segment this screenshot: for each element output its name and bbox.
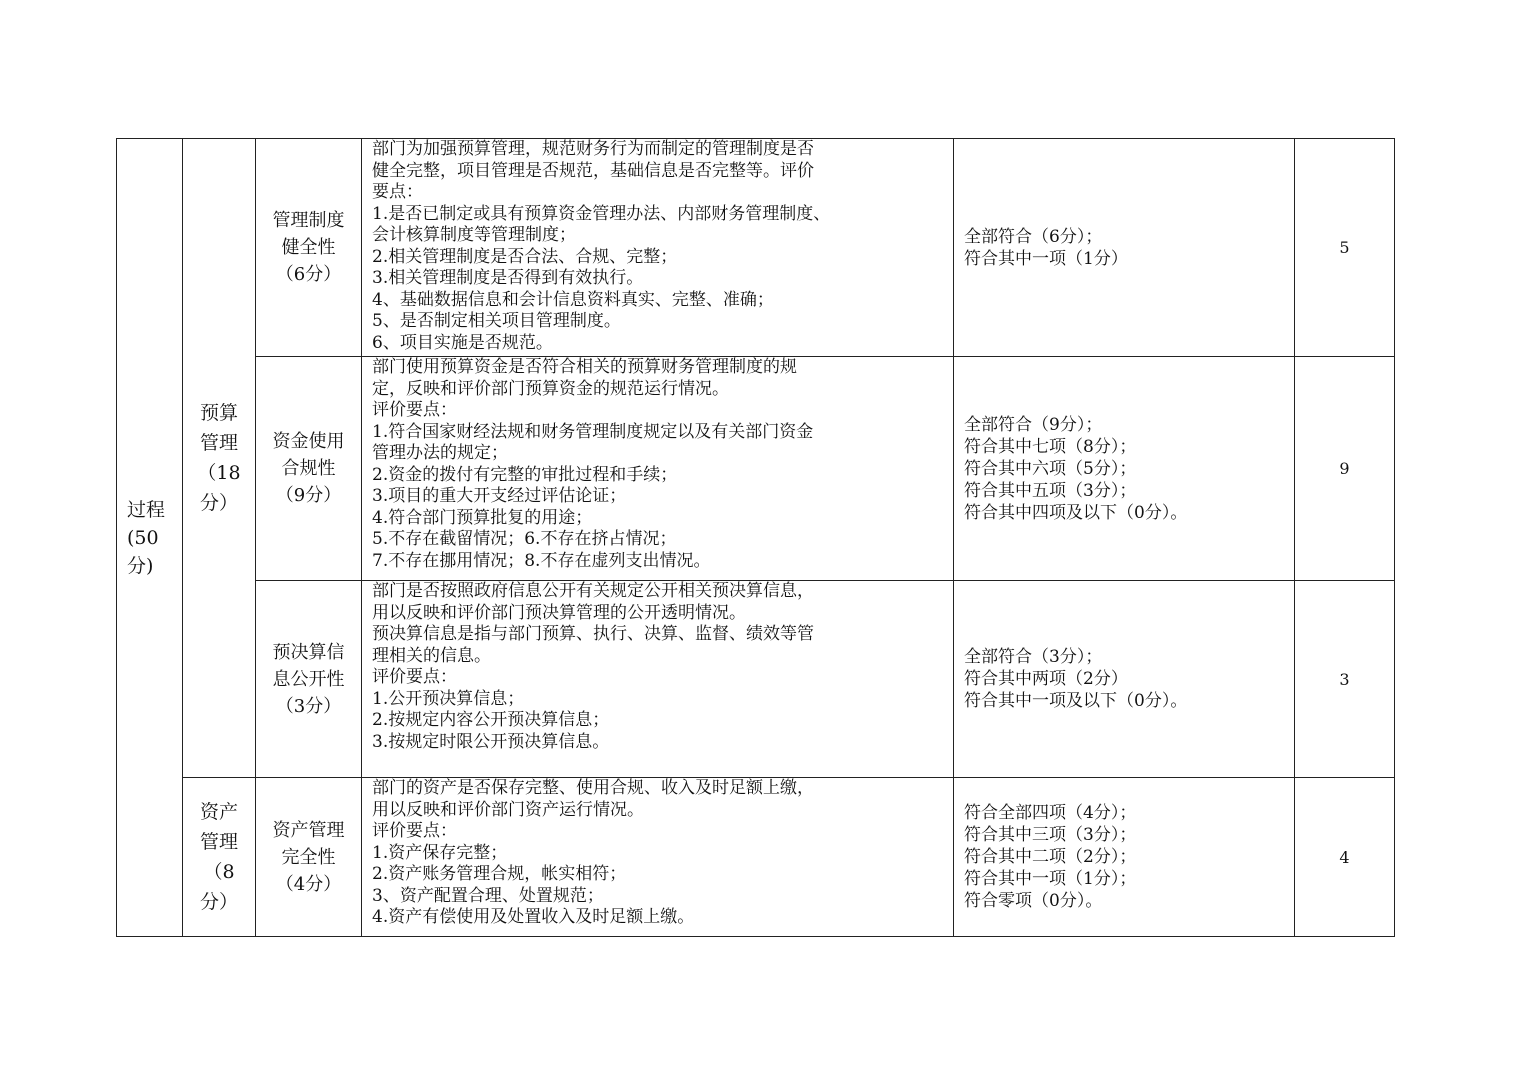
evaluation-table bbox=[116, 138, 1395, 937]
indicator-cell bbox=[256, 357, 362, 581]
description-line: 部门使用预算资金是否符合相关的预算财务管理制度的规 bbox=[372, 357, 797, 377]
description-line: 1.资产保存完整； bbox=[372, 842, 508, 863]
category-line: (50 bbox=[127, 526, 159, 549]
description-line: 健全完整，项目管理是否规范，基础信息是否完整等。评价 bbox=[372, 160, 814, 181]
description-line: 理相关的信息。 bbox=[372, 645, 491, 666]
category-line: 分) bbox=[127, 554, 154, 577]
indicator-line: 健全性 bbox=[281, 237, 336, 258]
description-line: 部门为加强预算管理，规范财务行为而制定的管理制度是否 bbox=[372, 139, 814, 159]
standard-cell bbox=[954, 581, 1295, 778]
description-line: 5、是否制定相关项目管理制度。 bbox=[372, 311, 621, 331]
description-line: 定，反映和评价部门预算资金的规范运行情况。 bbox=[372, 378, 729, 399]
description-line: 1.符合国家财经法规和财务管理制度规定以及有关部门资金 bbox=[372, 421, 814, 442]
table-row bbox=[117, 581, 1395, 778]
indicator-line: 息公开性 bbox=[272, 668, 345, 690]
indicator-line: （3分） bbox=[275, 695, 342, 717]
description-cell bbox=[362, 581, 954, 778]
standard-line: 符合全部四项（4分）； bbox=[964, 803, 1137, 823]
subcategory-line: （8 bbox=[203, 861, 235, 883]
subcategory-line: 分） bbox=[199, 492, 238, 514]
description-line: 2.资产账务管理合规，帐实相符； bbox=[372, 864, 627, 884]
standard-line: 符合其中一项（1分）； bbox=[964, 869, 1137, 889]
indicator-line: 合规性 bbox=[281, 458, 336, 479]
description-cell bbox=[362, 778, 954, 937]
description-line: 部门的资产是否保存完整、使用合规、收入及时足额上缴， bbox=[372, 778, 814, 798]
indicator-line: （4分） bbox=[275, 873, 342, 895]
description-cell bbox=[362, 357, 954, 581]
description-line: 管理办法的规定； bbox=[372, 443, 508, 463]
subcategory-line: 资产 bbox=[199, 801, 238, 823]
subcategory-line: 管理 bbox=[199, 432, 238, 454]
standard-line: 符合其中二项（2分）； bbox=[964, 847, 1137, 867]
score-cell: 5 bbox=[1295, 139, 1395, 357]
description-cell bbox=[362, 139, 954, 357]
description-line: 评价要点： bbox=[372, 400, 457, 420]
standard-line: 符合其中四项及以下（0分）。 bbox=[964, 502, 1188, 523]
description-line: 2.按规定内容公开预决算信息； bbox=[372, 710, 610, 730]
indicator-cell bbox=[256, 139, 362, 357]
standard-cell bbox=[954, 778, 1295, 937]
standard-line: 符合其中七项（8分）； bbox=[964, 436, 1137, 457]
indicator-line: （6分） bbox=[275, 264, 342, 285]
standard-line: 符合其中一项及以下（0分）。 bbox=[964, 691, 1188, 711]
description-line: 会计核算制度等管理制度； bbox=[372, 225, 576, 245]
description-line: 3.相关管理制度是否得到有效执行。 bbox=[372, 268, 644, 288]
standard-line: 符合其中五项（3分）； bbox=[964, 480, 1137, 501]
standard-line: 符合零项（0分）。 bbox=[964, 891, 1103, 911]
description-line: 1.公开预决算信息； bbox=[372, 688, 525, 709]
description-line: 评价要点： bbox=[372, 821, 457, 841]
description-line: 7.不存在挪用情况；8.不存在虚列支出情况。 bbox=[372, 550, 711, 571]
indicator-cell bbox=[256, 778, 362, 937]
description-line: 4、基础数据信息和会计信息资料真实、完整、准确； bbox=[372, 289, 774, 310]
category-cell bbox=[117, 139, 183, 937]
description-line: 3.按规定时限公开预决算信息。 bbox=[372, 731, 610, 752]
score-cell: 9 bbox=[1295, 357, 1395, 581]
standard-cell bbox=[954, 357, 1295, 581]
table-row bbox=[117, 778, 1395, 937]
standard-line: 全部符合（9分）； bbox=[964, 414, 1103, 435]
subcategory-line: 预算 bbox=[199, 402, 238, 424]
description-line: 4.资产有偿使用及处置收入及时足额上缴。 bbox=[372, 907, 695, 927]
indicator-line: 预决算信 bbox=[272, 641, 345, 663]
subcategory-line: （18 bbox=[197, 462, 241, 484]
description-line: 5.不存在截留情况；6.不存在挤占情况； bbox=[372, 529, 677, 549]
indicator-line: 管理制度 bbox=[272, 210, 345, 231]
score-cell: 4 bbox=[1295, 778, 1395, 937]
description-line: 部门是否按照政府信息公开有关规定公开相关预决算信息， bbox=[372, 581, 814, 601]
indicator-line: 资产管理 bbox=[272, 819, 345, 841]
description-line: 3.项目的重大开支经过评估论证； bbox=[372, 486, 627, 506]
indicator-line: 资金使用 bbox=[272, 431, 345, 452]
standard-line: 符合其中三项（3分）； bbox=[964, 825, 1137, 845]
description-line: 1.是否已制定或具有预算资金管理办法、内部财务管理制度、 bbox=[372, 203, 831, 224]
standard-line: 全部符合（3分）； bbox=[964, 647, 1103, 667]
category-line: 过程 bbox=[127, 498, 166, 521]
description-line: 2.相关管理制度是否合法、合规、完整； bbox=[372, 246, 678, 267]
description-line: 6、项目实施是否规范。 bbox=[372, 332, 553, 353]
standard-cell bbox=[954, 139, 1295, 357]
indicator-cell bbox=[256, 581, 362, 778]
description-line: 3、资产配置合理、处置规范； bbox=[372, 885, 604, 906]
subcategory-line: 管理 bbox=[199, 831, 238, 853]
standard-line: 符合其中六项（5分）； bbox=[964, 458, 1137, 479]
table-row bbox=[117, 357, 1395, 581]
description-line: 用以反映和评价部门预决算管理的公开透明情况。 bbox=[372, 602, 746, 623]
standard-line: 符合其中两项（2分） bbox=[964, 669, 1128, 689]
description-line: 2.资金的拨付有完整的审批过程和手续； bbox=[372, 464, 678, 485]
standard-line: 全部符合（6分）； bbox=[964, 226, 1103, 247]
score-cell: 3 bbox=[1295, 581, 1395, 778]
subcategory-line: 分） bbox=[199, 891, 238, 913]
description-line: 用以反映和评价部门资产运行情况。 bbox=[372, 799, 644, 820]
subcategory-cell bbox=[183, 139, 256, 778]
standard-line: 符合其中一项（1分） bbox=[964, 248, 1128, 269]
indicator-line: （9分） bbox=[275, 485, 342, 506]
subcategory-cell bbox=[183, 778, 256, 937]
description-line: 评价要点： bbox=[372, 667, 457, 687]
indicator-line: 完全性 bbox=[281, 846, 336, 868]
description-line: 预决算信息是指与部门预算、执行、决算、监督、绩效等管 bbox=[372, 624, 814, 644]
description-line: 要点： bbox=[372, 182, 423, 202]
table-row bbox=[117, 139, 1395, 357]
description-line: 4.符合部门预算批复的用途； bbox=[372, 507, 593, 528]
